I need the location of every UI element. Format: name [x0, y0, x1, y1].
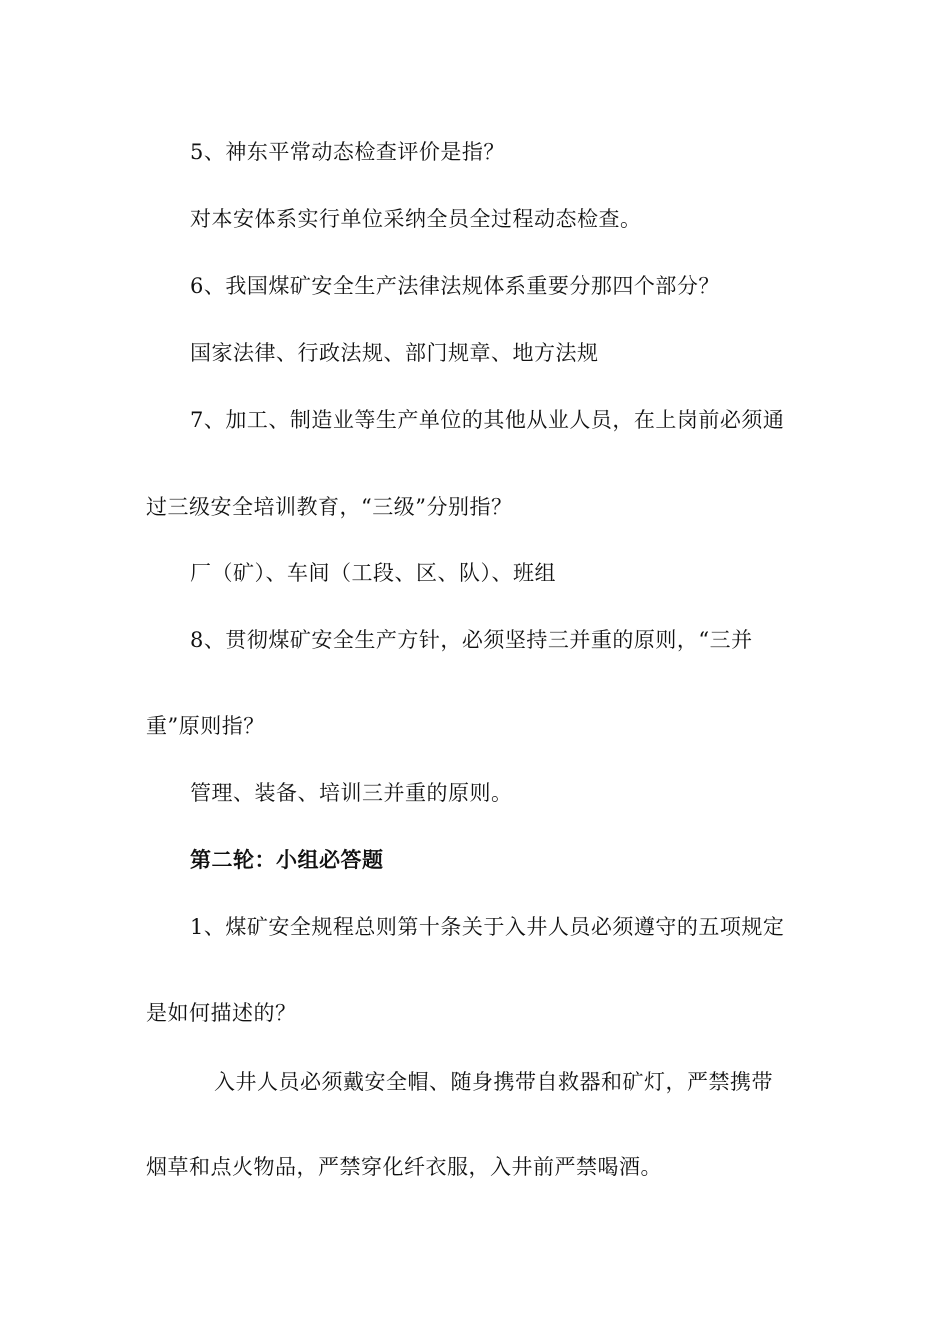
- question-8-line-2: 重”原则指？: [146, 714, 265, 738]
- question-8-line-1: 8、贯彻煤矿安全生产方针，必须坚持三并重的原则，“三并: [190, 628, 753, 652]
- round-2-question-1-line-1: 1、煤矿安全规程总则第十条关于入井人员必须遵守的五项规定: [190, 915, 785, 939]
- question-7-line-1: 7、加工、制造业等生产单位的其他从业人员，在上岗前必须通: [190, 408, 785, 432]
- round-2-answer-1-line-2: 烟草和点火物品，严禁穿化纤衣服，入井前严禁喝酒。: [146, 1155, 662, 1179]
- round-2-question-1-line-2: 是如何描述的？: [146, 1001, 297, 1025]
- round-2-answer-1-line-1: 入井人员必须戴安全帽、随身携带自救器和矿灯，严禁携带: [214, 1070, 773, 1094]
- answer-5: 对本安体系实行单位采纳全员全过程动态检查。: [190, 207, 642, 231]
- answer-8: 管理、装备、培训三并重的原则。: [190, 781, 513, 805]
- question-5: 5、神东平常动态检查评价是指？: [190, 140, 505, 164]
- section-heading-round-2: 第二轮：小组必答题: [190, 848, 384, 872]
- answer-7: 厂（矿）、车间（工段、区、队）、班组: [190, 561, 556, 585]
- question-6: 6、我国煤矿安全生产法律法规体系重要分那四个部分？: [190, 274, 720, 298]
- answer-6: 国家法律、行政法规、部门规章、地方法规: [190, 341, 599, 365]
- question-7-line-2: 过三级安全培训教育，“三级”分别指？: [146, 495, 513, 519]
